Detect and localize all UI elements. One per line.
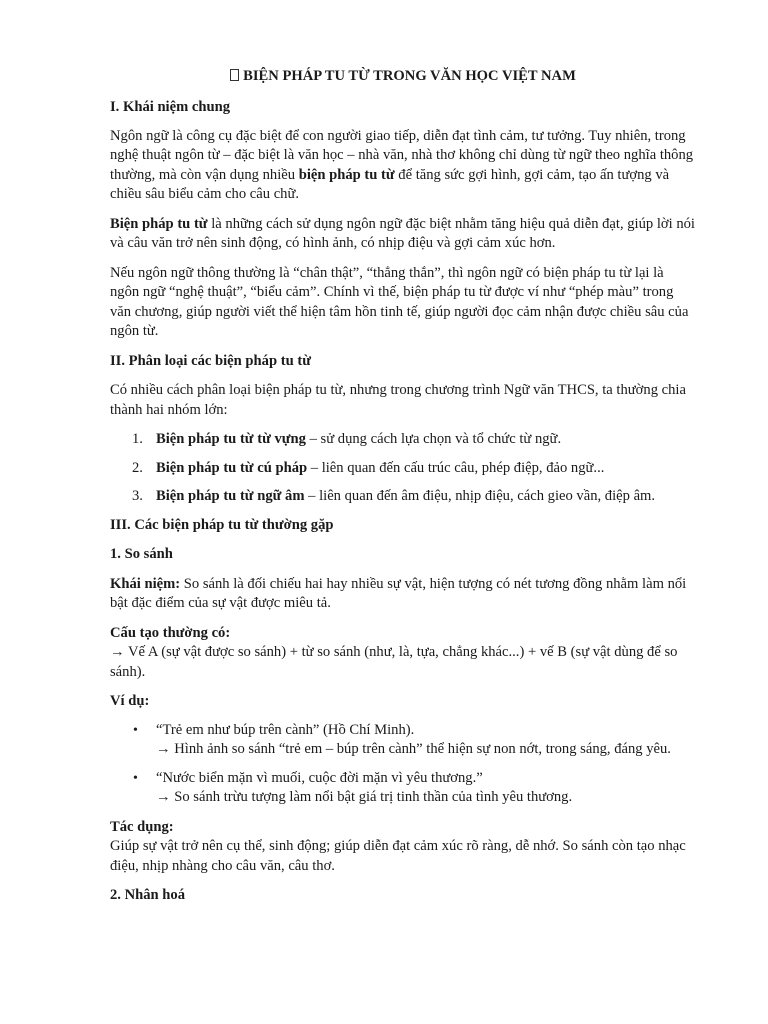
section-heading-2: II. Phân loại các biện pháp tu từ: [110, 352, 311, 369]
paragraph-intro-bold: biện pháp tu từ: [298, 166, 395, 183]
bullet-icon: •: [133, 722, 138, 738]
list-item-bold: Biện pháp tu từ từ vựng: [156, 431, 306, 447]
subsection-heading-nhan-hoa: 2. Nhân hoá: [110, 887, 186, 903]
example-item: [110, 769, 696, 808]
paragraph-definition-text: là những cách sử dụng ngôn ngữ đặc biệt nhằm tăng hiệu quả diễn đạt, giúp lời nói và câu văn trở nên sinh động, có hình ảnh, có nhịp điệu và gợi cảm xúc hơn.: [110, 215, 695, 251]
structure-paragraph: [110, 624, 696, 683]
document-page: [110, 60, 696, 906]
list-item-text: – liên quan đến cấu trúc câu, phép điệp, đảo ngữ...: [307, 459, 605, 476]
effect-paragraph: [110, 818, 696, 877]
bullet-icon: •: [133, 770, 138, 786]
example-quote: “Trẻ em như búp trên cành” (Hồ Chí Minh).: [156, 721, 415, 738]
structure-label: Cấu tạo thường có:: [110, 624, 231, 641]
paragraph-definition-bold: Biện pháp tu từ: [110, 215, 208, 232]
section-heading-3: III. Các biện pháp tu từ thường gặp: [110, 516, 334, 533]
concept-paragraph: [110, 575, 696, 614]
list-item-bold: Biện pháp tu từ ngữ âm: [156, 488, 305, 504]
example-label: Ví dụ:: [110, 693, 150, 709]
concept-label: Khái niệm:: [110, 575, 181, 592]
example-item: [110, 721, 696, 760]
list-item: [110, 430, 696, 450]
example-note: → So sánh trừu tượng làm nổi bật giá trị tinh thần của tình yêu thương.: [156, 789, 573, 805]
missing-glyph-icon: [230, 69, 239, 81]
effect-text: Giúp sự vật trở nên cụ thể, sinh động; giúp diễn đạt cảm xúc rõ ràng, dễ nhớ. So sánh còn tạo nhạc điệu, nhịp nhàng cho câu văn, câu thơ.: [110, 838, 686, 874]
example-quote: “Nước biển mặn vì muối, cuộc đời mặn vì yêu thương.”: [156, 769, 483, 786]
paragraph-comparison: Nếu ngôn ngữ thông thường là “chân thật”, “thẳng thắn”, thì ngôn ngữ có biện pháp tu từ lại là ngôn ngữ “nghệ thuật”, “biểu cảm”. Chính vì thế, biện pháp tu từ được ví như “phép màu” trong văn chương, giúp người viết thể hiện tâm hồn tinh tế, giúp người đọc cảm nhận được chiều sâu của ngôn từ.: [110, 264, 689, 339]
list-item-bold: Biện pháp tu từ cú pháp: [156, 459, 308, 476]
section-heading-1: I. Khái niệm chung: [110, 99, 231, 115]
list-item-number: 1.: [132, 431, 143, 447]
list-item: [110, 487, 696, 507]
paragraph-intro-text: Ngôn ngữ là công cụ đặc biệt để con người giao tiếp, diễn đạt tình cảm, tư tưởng. Tuy nhiên, trong nghệ thuật ngôn từ – đặc biệt là văn học – nhà văn, nhà thơ không chỉ dùng từ ngữ theo nghĩa thông thường, mà còn vận dụng nhiều: [110, 127, 694, 183]
concept-text: So sánh là đối chiếu hai hay nhiều sự vật, hiện tượng có nét tương đồng nhằm làm nổi bật đặc điểm của sự vật được miêu tả.: [110, 575, 687, 611]
structure-text: → Vế A (sự vật được so sánh) + từ so sánh (như, là, tựa, chẳng khác...) + vế B (sự vật dùng để so sánh).: [110, 644, 678, 680]
document-title-text: BIỆN PHÁP TU TỪ TRONG VĂN HỌC VIỆT NAM: [243, 68, 576, 84]
document-title: [110, 67, 696, 87]
classification-list: [110, 430, 696, 507]
paragraph-definition: [110, 215, 696, 254]
list-item: [110, 459, 696, 479]
paragraph-intro: [110, 127, 696, 205]
list-item-text: – sử dụng cách lựa chọn và tổ chức từ ngữ.: [305, 431, 562, 447]
classification-intro: Có nhiều cách phân loại biện pháp tu từ, nhưng trong chương trình Ngữ văn THCS, ta thường chia thành hai nhóm lớn:: [110, 382, 686, 418]
paragraph-intro-end: để tăng sức gợi hình, gợi cảm, tạo ấn tượng và chiều sâu biểu cảm cho câu chữ.: [110, 166, 670, 202]
example-list: [110, 721, 696, 808]
example-note: → Hình ảnh so sánh “trẻ em – búp trên cành” thể hiện sự non nớt, trong sáng, đáng yêu.: [156, 741, 671, 757]
subsection-heading-so-sanh: 1. So sánh: [110, 546, 173, 562]
effect-label: Tác dụng:: [110, 818, 174, 835]
list-item-text: – liên quan đến âm điệu, nhịp điệu, cách gieo vần, điệp âm.: [304, 488, 656, 504]
list-item-number: 3.: [132, 488, 143, 504]
list-item-number: 2.: [132, 459, 143, 476]
